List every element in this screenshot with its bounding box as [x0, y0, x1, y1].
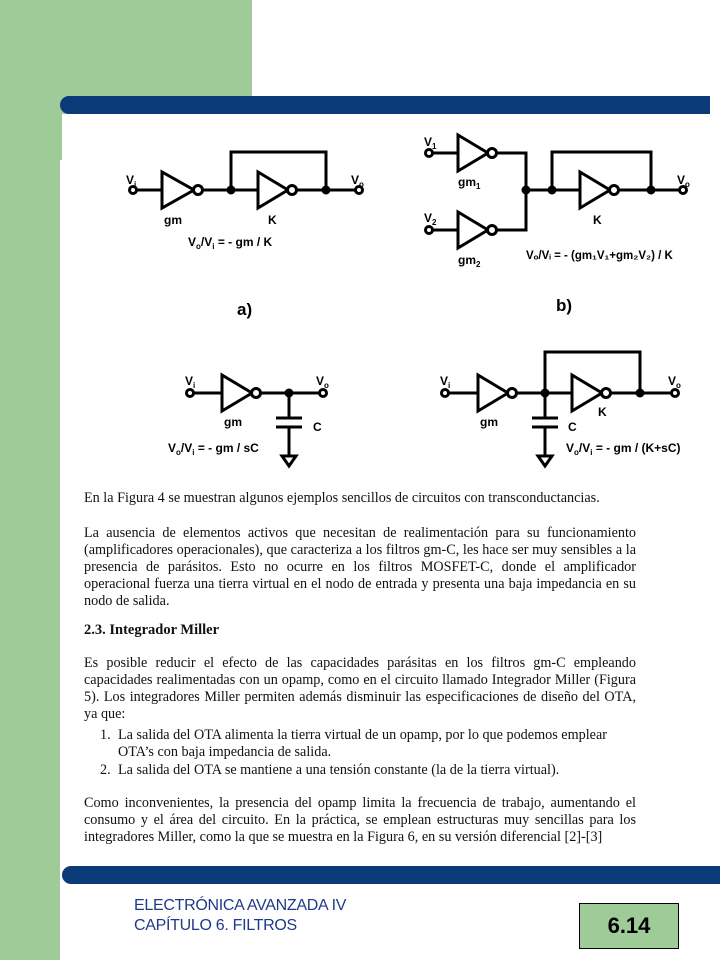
list-item-text: La salida del OTA alimenta la tierra virtual de un opamp, por lo que podemos emplear OTA’s con baja impedancia de salida.	[118, 727, 607, 760]
course-title: ELECTRÓNICA AVANZADA IV	[134, 897, 347, 914]
d-vin-label: $V_i$	[440, 374, 451, 390]
list-item-number: 2.	[100, 762, 111, 778]
list-item	[100, 762, 636, 779]
a-vout-label: $V_o$	[351, 173, 364, 189]
paragraph-intro: En la Figura 4 se muestran algunos ejemplos sencillos de circuitos con transconductancias.	[84, 490, 600, 506]
c-vout-label: $V_o$	[316, 374, 329, 390]
a-equation: $V_o/V_i$ = - gm / K	[188, 235, 273, 251]
list-item-text: La salida del OTA se mantiene a una tensión constante (la de la tierra virtual).	[118, 762, 560, 778]
a-figure-label: a)	[237, 300, 253, 319]
a-k-label: K	[268, 213, 277, 227]
b-v2-label: $V_2$	[424, 211, 437, 227]
circuit-b	[426, 135, 687, 248]
circuit-a	[130, 152, 363, 208]
page-number: 6.14	[579, 903, 679, 949]
b-gm1-label: $gm_1$	[458, 175, 481, 191]
d-k-label: K	[598, 405, 607, 419]
list-item-number: 1.	[100, 727, 111, 743]
bottom-navy-bar	[62, 866, 720, 884]
d-gm-label: gm	[480, 415, 498, 429]
c-equation: $V_o/V_i$ = - gm / sC	[168, 441, 259, 457]
paragraph-miller: Es posible reducir el efecto de las capacidades parásitas en los filtros gm-C empleando capacidades realimentadas con un opamp, como en el circuito llamado Integrador Miller (Figura 5). Los integradores Miller permiten además disminuir las especificaciones de diseño del OTA, ya que:	[84, 655, 636, 722]
c-cap-label: C	[313, 420, 322, 434]
b-equation: Vₒ/Vᵢ = - (gm₁V₁+gm₂V₂) / K	[526, 250, 673, 262]
d-vout-label: $V_o$	[668, 374, 681, 390]
b-k-label: K	[593, 213, 602, 227]
b-vout-label: $V_o$	[677, 173, 690, 189]
paragraph-drawbacks: Como inconvenientes, la presencia del opamp limita la frecuencia de trabajo, aumentando el consumo y el área del circuito. En la práctica, se emplean estructuras muy sencillas para los integradores Miller, como la que se muestra en la Figura 6, en su versión diferencial [2]-[3]	[84, 795, 636, 845]
b-gm2-label: $gm_2$	[458, 253, 481, 269]
d-cap-label: C	[568, 420, 577, 434]
a-gm-label: gm	[164, 213, 182, 227]
footer-title	[134, 896, 346, 936]
a-vin-label: $V_i$	[126, 173, 137, 189]
d-equation: $V_o/V_i$ = - gm / (K+sC)	[566, 441, 681, 457]
paragraph-gmc: La ausencia de elementos activos que necesitan de realimentación para su funcionamiento (amplificadores operacionales), que caracteriza a los filtros gm-C, les hace ser muy sensibles a la presencia de parásitos. Esto no ocurre en los filtros MOSFET-C, donde el amplificador operacional fuerza una tierra virtual en el nodo de entrada y presenta una baja impedancia en su nodo de salida.	[84, 525, 636, 609]
section-heading: 2.3. Integrador Miller	[84, 622, 220, 638]
b-figure-label: b)	[556, 296, 573, 315]
b-v1-label: $V_1$	[424, 135, 437, 151]
c-gm-label: gm	[224, 415, 242, 429]
list-item	[100, 727, 636, 761]
chapter-title: CAPÍTULO 6. FILTROS	[134, 917, 297, 934]
c-vin-label: $V_i$	[185, 374, 196, 390]
